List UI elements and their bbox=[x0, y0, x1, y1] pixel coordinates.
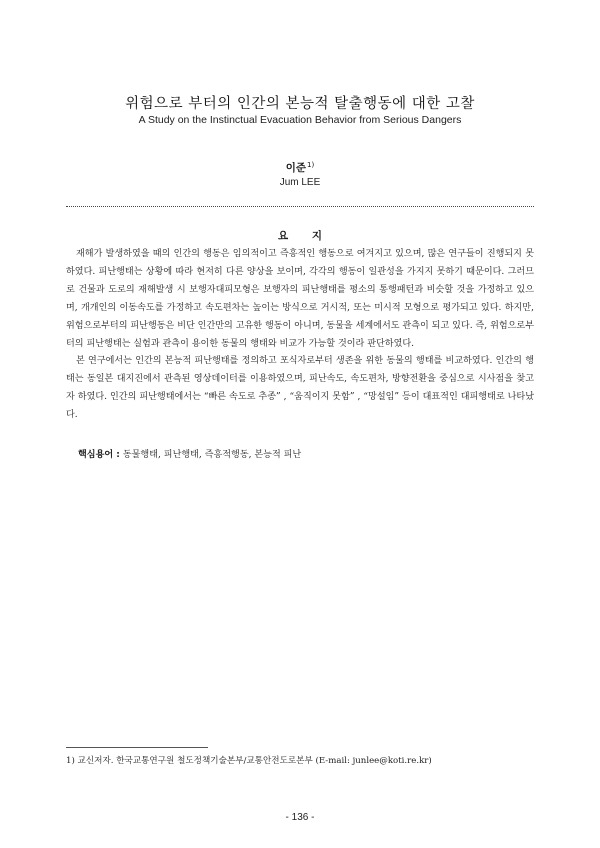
footnote: 1) 교신저자. 한국교통연구원 철도정책기술본부/교통안전도로본부 (E-mail: junlee@koti.re.kr) bbox=[66, 756, 432, 766]
keywords-text: 동물행태, 피난행태, 즉흥적행동, 본능적 피난 bbox=[122, 450, 302, 460]
abstract-body bbox=[66, 246, 534, 425]
abstract-heading: 요 지 bbox=[278, 230, 322, 242]
author-name-english: Jum LEE bbox=[279, 177, 321, 188]
keywords bbox=[78, 447, 301, 460]
author-name-korean-text: 이준 bbox=[285, 162, 307, 174]
author-name-korean bbox=[0, 160, 600, 175]
abstract-paragraph: 재해가 발생하였을 때의 인간의 행동은 임의적이고 즉흥적인 행동으로 여겨지고 있으며, 많은 연구들이 진행되지 못하였다. 피난행태는 상황에 따라 현저히 다른 양상을 보이며, 각각의 행동이 일관성을 가지지 못하기 때문이다. 그러므로 건물과 도로의 재해발생 시 보행자대피모형은 보행자의 피난행태를 평소의 통행패턴과 비슷할 것을 가정하고 있으며, 개개인의 이동속도를 가정하고 속도편차는 높이는 방식으로 거시적, 또는 미시적 모형으로 평가되고 있다. 하지만, 위험으로부터의 피난행동은 비단 인간만의 고유한 행동이 아니며, 동물을 세계에서도 관측이 되고 있다. 즉, 위험으로부터의 피난행태는 실험과 관측이 용이한 동물의 행태와 비교가 가능할 것이라 판단하였다. bbox=[66, 249, 534, 349]
paper-title-korean: 위험으로 부터의 인간의 본능적 탈출행동에 대한 고찰 bbox=[125, 96, 475, 112]
footnote-divider bbox=[66, 747, 208, 748]
paper-title-english: A Study on the Instinctual Evacuation Behavior from Serious Dangers bbox=[138, 114, 462, 126]
page-number: - 136 - bbox=[285, 812, 315, 823]
keywords-label: 핵심용어 : bbox=[78, 450, 120, 460]
section-divider bbox=[66, 206, 534, 207]
abstract-paragraph: 본 연구에서는 인간의 본능적 피난행태를 정의하고 포식자로부터 생존을 위한 동물의 행태를 비교하였다. 인간의 행태는 동일본 대지진에서 관측된 영상데이터를 이용하였으며, 피난속도, 속도편차, 방향전환을 중심으로 시사점을 찾고자 하였다. 인간의 피난행태에서는 “빠른 속도로 추종” , “움직이지 못함” , “망설임” 등이 대표적인 대피행태로 나타났다. bbox=[66, 356, 534, 421]
author-footnote-mark: 1) bbox=[307, 160, 315, 169]
